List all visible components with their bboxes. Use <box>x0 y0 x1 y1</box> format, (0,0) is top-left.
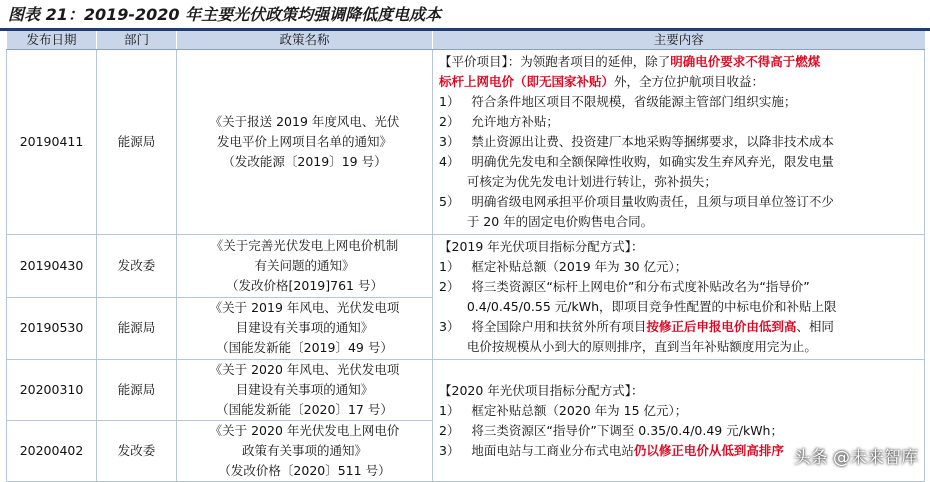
dept-cell: 能源局 <box>97 297 177 360</box>
policy-line: 《关于完善光伏发电上网电价机制 <box>181 236 428 256</box>
figure-title: 图表 21：2019-2020 年主要光伏政策均强调降低度电成本 <box>8 2 441 28</box>
table-row <box>7 360 925 421</box>
content-text: 3） 地面电站与工商业分布式电站 <box>439 443 634 458</box>
table-row <box>7 50 925 235</box>
content-item: 2） 将三类资源区“标杆上网电价”和分布式度补贴改名为“指导价” <box>439 277 918 297</box>
header-dept: 部门 <box>97 31 177 50</box>
date-cell: 20190411 <box>7 50 97 235</box>
policy-cell <box>177 421 433 482</box>
content-item: 2） 允许地方补贴； <box>439 112 918 132</box>
policy-line: 政策有关事项的通知》 <box>181 441 428 461</box>
content-item: 5） 明确省级电网承担平价项目量收购责任，且须与项目单位签订不少 <box>439 192 918 212</box>
content-item: 3） 禁止资源出让费、投资建厂本地采购等捆绑要求，以降非技术成本 <box>439 132 918 152</box>
highlight-text: 按修正后申报电价由低到高 <box>646 319 796 334</box>
dept-cell: 发改委 <box>97 421 177 482</box>
date-cell: 20190530 <box>7 297 97 360</box>
date-cell: 20200310 <box>7 360 97 421</box>
header-policy: 政策名称 <box>177 31 433 50</box>
content-text: 外，全方位护航项目收益： <box>614 74 764 89</box>
content-item: 0.4/0.45/0.55 元/kWh，即项目竞争性配置的中标电价和补贴上限 <box>439 297 918 317</box>
policy-line: （发改价格[2019]761 号） <box>181 276 428 296</box>
content-item: 于 20 年的固定电价购售电合同。 <box>439 212 918 232</box>
policy-line: 《关于 2019 年风电、光伏发电项 <box>181 298 428 318</box>
policy-cell <box>177 297 433 360</box>
content-heading: 【2019 年光伏项目指标分配方式】： <box>439 237 918 257</box>
header-date: 发布日期 <box>7 31 97 50</box>
policy-line: 《关于 2020 年风电、光伏发电项 <box>181 360 428 380</box>
policy-line: 《关于报送 2019 年度风电、光伏 <box>181 112 428 132</box>
content-item: 4） 明确优先发电和全额保障性收购，如确实发生弃风弃光，限发电量 <box>439 152 918 172</box>
content-cell-2019 <box>433 235 925 360</box>
policy-line: 目建设有关事项的通知》 <box>181 380 428 400</box>
policy-line: （国能发新能〔2020〕17 号） <box>181 400 428 420</box>
policy-line: （发改价格〔2020〕511 号） <box>181 461 428 481</box>
policy-line: 有关问题的通知》 <box>181 256 428 276</box>
dept-cell: 能源局 <box>97 50 177 235</box>
policy-line: （发改能源〔2019〕19 号） <box>181 152 428 172</box>
policy-line: 发电平价上网项目名单的通知》 <box>181 132 428 152</box>
policy-cell <box>177 235 433 298</box>
policy-line: 《关于 2020 年光伏发电上网电价 <box>181 421 428 441</box>
table-row <box>7 235 925 298</box>
highlight-text: 标杆上网电价（即无国家补贴） <box>439 74 614 89</box>
dept-cell: 发改委 <box>97 235 177 298</box>
date-cell: 20200402 <box>7 421 97 482</box>
content-item: 1） 框定补贴总额（2019 年为 30 亿元）； <box>439 257 918 277</box>
highlight-text: 仍以修正电价从低到高排序 <box>634 443 784 458</box>
policy-line: 目建设有关事项的通知》 <box>181 318 428 338</box>
policy-line: （国能发新能〔2019〕49 号） <box>181 338 428 358</box>
content-item: 可核定为优先发电计划进行转让，弥补损失； <box>439 172 918 192</box>
content-cell-parity <box>433 50 925 235</box>
highlight-text: 明确电价要求不得高于燃煤 <box>670 54 820 69</box>
content-item: 1） 符合条件地区项目不限规模，省级能源主管部门组织实施； <box>439 92 918 112</box>
content-heading: 【2020 年光伏项目指标分配方式】： <box>439 381 918 401</box>
dept-cell: 能源局 <box>97 360 177 421</box>
watermark: 头条 @未来智库 <box>794 443 918 468</box>
policy-table <box>6 31 925 482</box>
content-item: 1） 框定补贴总额（2020 年为 15 亿元）； <box>439 401 918 421</box>
content-item: 电价按规模从小到大的原则排序，直到当年补贴额度用完为止。 <box>439 337 918 357</box>
content-text: 、相同 <box>796 319 834 334</box>
content-item: 2） 将三类资源区“指导价”下调至 0.35/0.4/0.49 元/kWh； <box>439 421 918 441</box>
content-text: 【平价项目】：为领跑者项目的延伸，除了 <box>439 54 670 69</box>
policy-cell <box>177 360 433 421</box>
policy-cell <box>177 50 433 235</box>
table-header-row <box>7 31 925 50</box>
header-content: 主要内容 <box>433 31 925 50</box>
date-cell: 20190430 <box>7 235 97 298</box>
content-text: 3） 将全国除户用和扶贫外所有项目 <box>439 319 646 334</box>
